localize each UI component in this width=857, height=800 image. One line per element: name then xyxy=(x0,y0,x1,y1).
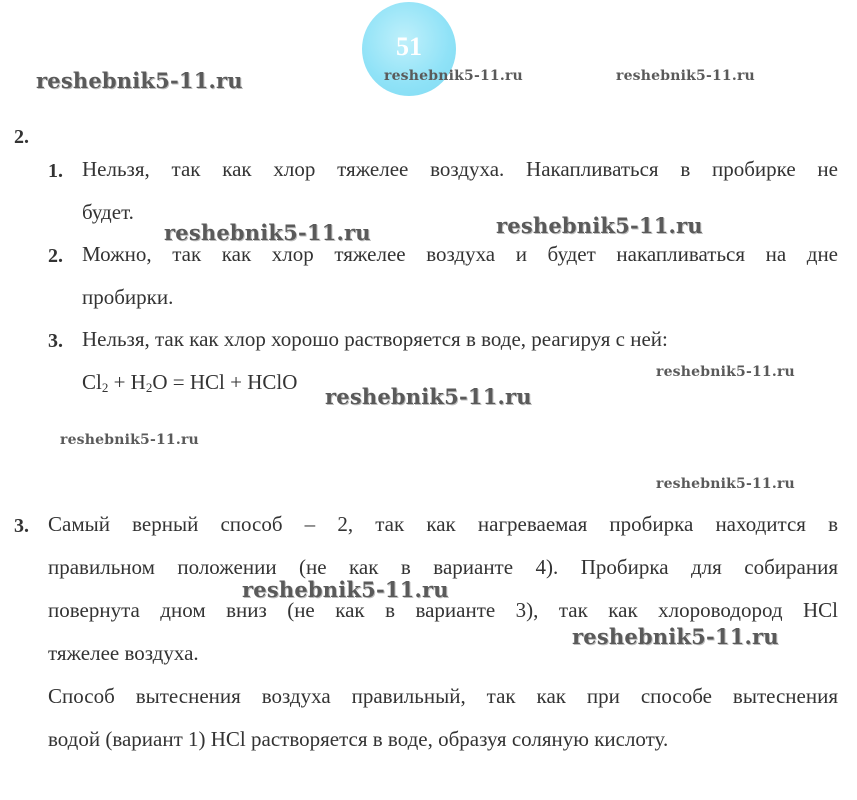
section-3-line-3: повернута дном вниз (не как в варианте 3), так как хлороводород HCl xyxy=(48,598,838,622)
item-3-line-1: Нельзя, так как хлор хорошо растворяется в воде, реагируя с ней: xyxy=(82,327,668,351)
watermark: reshebnik5-11.ru xyxy=(656,476,795,492)
section-3-line-2: правильном положении (не как в варианте 4). Пробирка для собирания xyxy=(48,555,838,579)
item-2-line-1: Можно, так как хлор тяжелее воздуха и будет накапливаться на дне xyxy=(82,242,838,266)
section-3-line-6: водой (вариант 1) HCl растворяется в воде, образуя соляную кислоту. xyxy=(48,727,669,751)
item-2-number: 2. xyxy=(48,245,63,267)
item-3-number: 3. xyxy=(48,330,63,352)
section-2-number: 2. xyxy=(14,126,29,148)
watermark: reshebnik5-11.ru xyxy=(325,384,532,409)
watermark: reshebnik5-11.ru xyxy=(572,624,779,649)
watermark: reshebnik5-11.ru xyxy=(36,68,243,93)
section-3-line-1: Самый верный способ – 2, так как нагреваемая пробирка находится в xyxy=(48,512,838,536)
watermark: reshebnik5-11.ru xyxy=(656,364,795,380)
watermark: reshebnik5-11.ru xyxy=(384,68,523,84)
watermark: reshebnik5-11.ru xyxy=(616,68,755,84)
watermark: reshebnik5-11.ru xyxy=(60,432,199,448)
chemical-equation: $Cl_2 + H_2O$ = HCl + HClO xyxy=(82,370,298,395)
section-3-line-4: тяжелее воздуха. xyxy=(48,641,199,665)
watermark: reshebnik5-11.ru xyxy=(164,220,371,245)
section-3-line-5: Способ вытеснения воздуха правильный, так как при способе вытеснения xyxy=(48,684,838,708)
item-1-number: 1. xyxy=(48,160,63,182)
watermark: reshebnik5-11.ru xyxy=(496,213,703,238)
item-1-line-2: будет. xyxy=(82,200,134,224)
item-2-line-2: пробирки. xyxy=(82,285,174,309)
watermark: reshebnik5-11.ru xyxy=(242,577,449,602)
page-number: 51 xyxy=(396,32,422,61)
section-3-number: 3. xyxy=(14,515,29,537)
item-1-line-1: Нельзя, так как хлор тяжелее воздуха. Накапливаться в пробирке не xyxy=(82,157,838,181)
